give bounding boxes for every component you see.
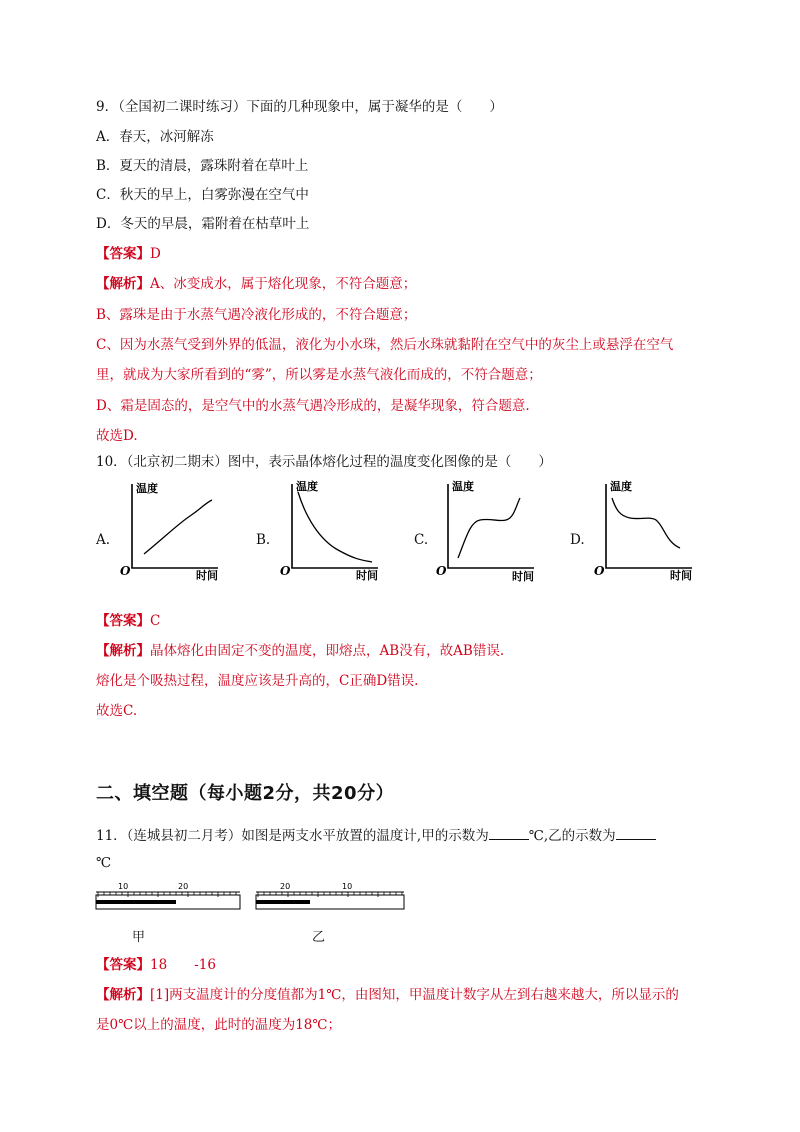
answer-tag: 【答案】 — [96, 613, 150, 629]
thermo-yi-label: 乙 — [312, 930, 326, 945]
graph-b-ylabel: 温度 — [296, 480, 318, 493]
analysis-tag: 【解析】 — [96, 987, 150, 1003]
analysis-text: [1]两支温度计的分度值都为1℃，由图知，甲温度计数字从左到右越来越大，所以显示的 — [150, 987, 679, 1003]
graph-a-xlabel: 时间 — [196, 569, 218, 582]
answer-tag: 【答案】 — [96, 957, 150, 973]
q9-analysis-1 — [96, 274, 416, 294]
graph-c-xlabel: 时间 — [512, 570, 534, 583]
graph-b-letter: B. — [256, 532, 271, 548]
q10-analysis-3: 故选C. — [96, 703, 138, 719]
q9-option-b: B．夏天的清晨，露珠附着在草叶上 — [96, 158, 309, 174]
q9-option-a: A．春天，冰河解冻 — [96, 129, 214, 145]
q10-answer — [96, 611, 160, 631]
q9-analysis-5: D、霜是固态的，是空气中的水蒸气遇冷形成的，是凝华现象，符合题意. — [96, 398, 530, 414]
q11-stem-part2: ℃,乙的示数为 — [528, 828, 616, 844]
analysis-tag: 【解析】 — [96, 276, 150, 292]
graph-d-xlabel: 时间 — [670, 569, 692, 582]
graph-c-curve — [458, 498, 520, 558]
graph-a-origin: O — [120, 564, 131, 578]
q11-analysis-1 — [96, 985, 679, 1005]
graph-d-curve — [612, 498, 680, 548]
graph-d — [590, 478, 700, 582]
graph-b-axes — [292, 484, 378, 568]
q9-answer — [96, 244, 161, 264]
graph-c-axes — [448, 484, 534, 568]
graph-b-curve — [298, 492, 372, 562]
q9-analysis-6: 故选D. — [96, 428, 138, 444]
q10-analysis-1 — [96, 641, 504, 661]
q11-analysis-2: 是0℃以上的温度，此时的温度为18℃； — [96, 1017, 341, 1033]
graph-d-letter: D. — [570, 532, 585, 548]
graph-a-curve — [144, 500, 212, 554]
graph-d-axes — [606, 484, 692, 568]
q11-stem-part1: 11．（连城县初二月考）如图是两支水平放置的温度计,甲的示数为 — [96, 828, 489, 844]
answer-value: C — [150, 613, 161, 629]
analysis-tag: 【解析】 — [96, 643, 150, 659]
graph-b-origin: O — [280, 564, 291, 578]
q9-analysis-4: 里，就成为大家所看到的“雾”，所以雾是水蒸气液化而成的，不符合题意； — [96, 367, 542, 383]
q9-analysis-2: B、露珠是由于水蒸气遇冷液化形成的，不符合题意； — [96, 307, 417, 323]
graph-b-xlabel: 时间 — [356, 569, 378, 582]
thermo-jia-liquid — [96, 900, 176, 904]
thermo-jia-label: 甲 — [132, 930, 146, 945]
thermo-jia-tick-b: 20 — [178, 882, 189, 891]
thermometer-jia — [96, 880, 240, 916]
q11-stem-line2: ℃ — [96, 855, 112, 871]
graph-c — [432, 478, 542, 582]
q9-option-d: D．冬天的早晨，霜附着在枯草叶上 — [96, 216, 310, 232]
graph-a-letter: A. — [96, 532, 111, 548]
answer-tag: 【答案】 — [96, 246, 150, 262]
q11-stem — [96, 825, 656, 846]
analysis-text: A、冰变成水，属于熔化现象，不符合题意； — [150, 276, 417, 292]
graph-b — [276, 478, 386, 582]
graph-c-letter: C. — [414, 532, 429, 548]
q10-analysis-2: 熔化是个吸热过程，温度应该是升高的，C正确D错误. — [96, 673, 419, 689]
answer-value: D — [150, 246, 161, 262]
thermo-yi-tick-a: 20 — [280, 882, 291, 891]
graph-c-ylabel: 温度 — [452, 480, 474, 493]
q11-blank-1 — [489, 825, 529, 840]
thermo-yi-tick-b: 10 — [342, 882, 353, 891]
thermometer-yi — [256, 880, 404, 916]
q10-stem: 10．（北京初二期末）图中，表示晶体熔化过程的温度变化图像的是（ ） — [96, 454, 552, 470]
analysis-text: 晶体熔化由固定不变的温度，即熔点，AB没有，故AB错误. — [150, 643, 505, 659]
thermo-jia-tick-a: 10 — [118, 882, 129, 891]
answer-value: 18 -16 — [150, 957, 216, 973]
graph-a-ylabel: 温度 — [136, 482, 158, 495]
q9-stem: 9．（全国初二课时练习）下面的几种现象中，属于凝华的是（ ） — [96, 99, 503, 115]
q9-option-c: C．秋天的早上，白雾弥漫在空气中 — [96, 187, 309, 203]
q11-blank-2 — [616, 825, 656, 840]
graph-a — [116, 478, 226, 582]
q9-analysis-3: C、因为水蒸气受到外界的低温，液化为小水珠，然后水珠就黏附在空气中的灰尘上或悬浮在空气 — [96, 337, 674, 353]
q11-answer — [96, 955, 216, 975]
graph-d-ylabel: 温度 — [610, 480, 632, 493]
graph-a-axes — [132, 484, 218, 568]
graph-c-origin: O — [436, 564, 447, 578]
thermo-yi-liquid — [256, 900, 310, 904]
graph-d-origin: O — [594, 564, 605, 578]
section-heading: 二、填空题（每小题2分，共20分） — [96, 783, 395, 804]
